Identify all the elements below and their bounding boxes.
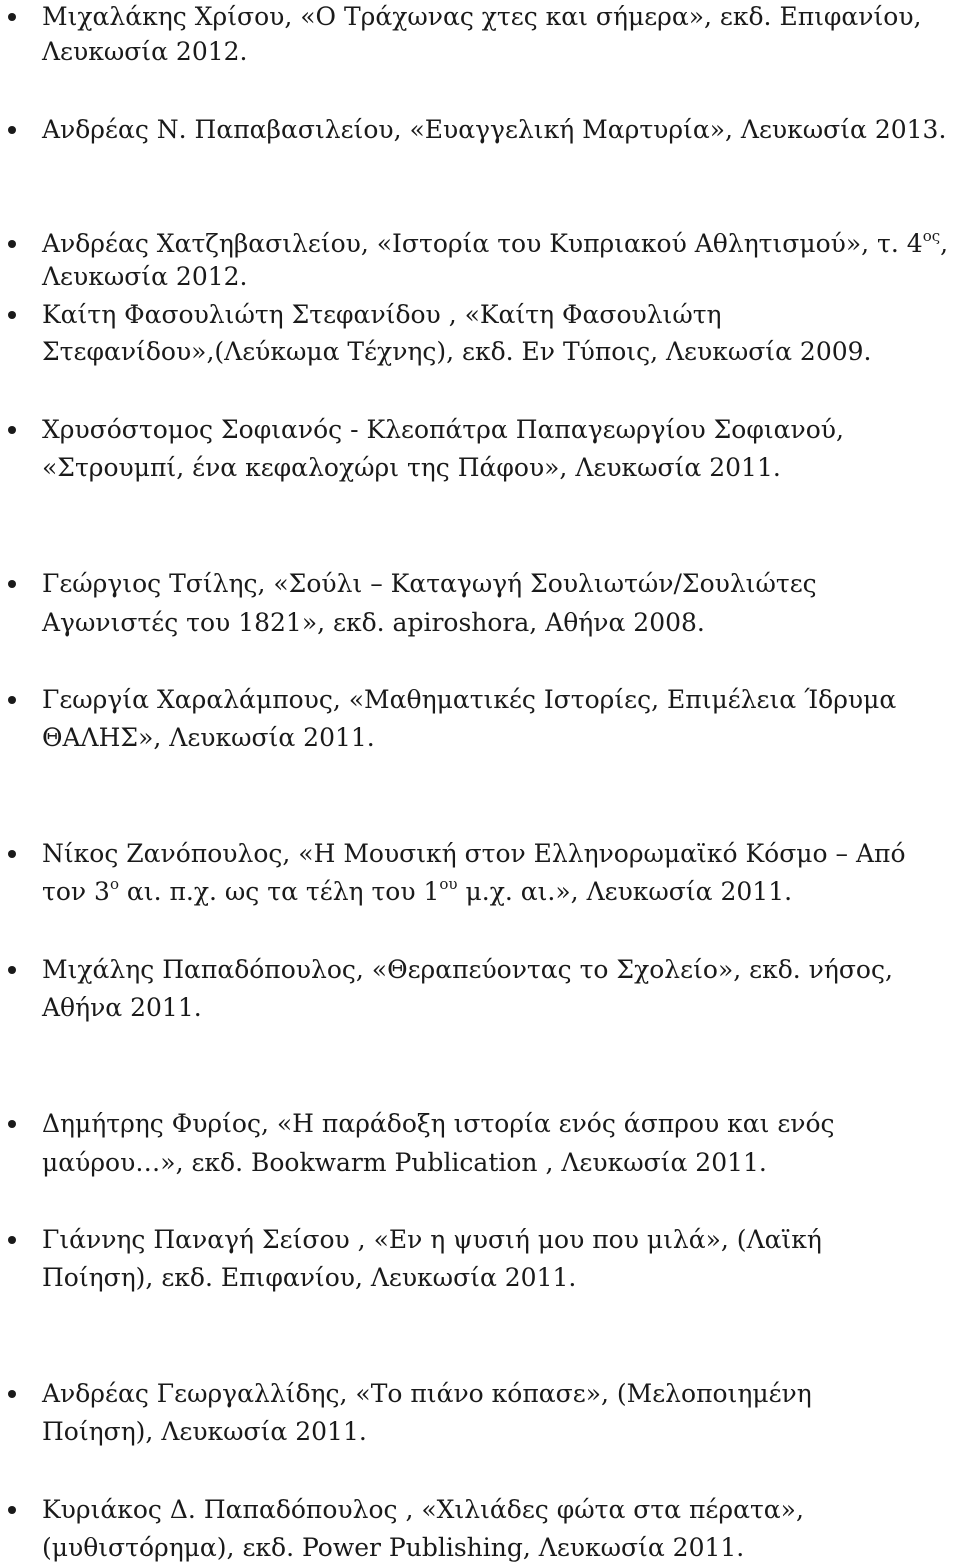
list-item-line: Γεωργία Χαραλάμπους, «Μαθηματικές Ιστορίες, Επιμέλεια Ίδρυμα xyxy=(42,685,897,714)
list-item-line xyxy=(42,875,792,909)
list-item-line: Γεώργιος Τσίλης, «Σούλι – Καταγωγή Σουλιωτών/Σουλιώτες xyxy=(42,569,817,598)
list-item-text: αι. π.χ. ως τα τέλη του 1 xyxy=(118,877,440,906)
bullet-icon xyxy=(8,13,16,21)
bullet-icon xyxy=(8,240,16,248)
list-item-line: Μιχάλης Παπαδόπουλος, «Θεραπεύοντας το Σχολείο», εκδ. νήσος, xyxy=(42,955,893,984)
bullet-icon xyxy=(8,426,16,434)
list-item-line: Λευκωσία 2012. xyxy=(42,37,248,66)
list-item-line: Ανδρέας Ν. Παπαβασιλείου, «Ευαγγελική Μαρτυρία», Λευκωσία 2013. xyxy=(42,115,947,144)
list-item-line: Γιάννης Παναγή Σείσου , «Εν η ψυσιή μου που μιλά», (Λαϊκή xyxy=(42,1225,822,1254)
list-item-line: ΘΑΛΗΣ», Λευκωσία 2011. xyxy=(42,723,375,752)
list-item-text: Ανδρέας Χατζηβασιλείου, «Ιστορία του Κυπριακού Αθλητισμού», τ. 4 xyxy=(42,229,923,258)
list-item-line: Ποίηση), Λευκωσία 2011. xyxy=(42,1417,367,1446)
list-item-line: Αθήνα 2011. xyxy=(42,993,202,1022)
bullet-icon xyxy=(8,850,16,858)
list-item-text: τον 3 xyxy=(42,877,110,906)
list-item-line: Νίκος Ζανόπουλος, «Η Μουσική στον Ελληνορωμαϊκό Κόσμο – Από xyxy=(42,839,906,868)
list-item-line: Λευκωσία 2012. xyxy=(42,262,248,291)
bullet-icon xyxy=(8,1506,16,1514)
list-item-line: Κυριάκος Δ. Παπαδόπουλος , «Χιλιάδες φώτα στα πέρατα», xyxy=(42,1495,804,1524)
bullet-icon xyxy=(8,696,16,704)
list-item-line: Αγωνιστές του 1821», εκδ. apiroshora, Αθήνα 2008. xyxy=(42,608,705,637)
list-item-line: Χρυσόστομος Σοφιανός - Κλεοπάτρα Παπαγεωργίου Σοφιανού, xyxy=(42,415,844,444)
list-item-line: «Στρουμπί, ένα κεφαλοχώρι της Πάφου», Λευκωσία 2011. xyxy=(42,453,781,482)
bullet-icon xyxy=(8,126,16,134)
bullet-icon xyxy=(8,580,16,588)
superscript: ος xyxy=(922,226,941,245)
list-item-text: , xyxy=(940,229,949,258)
list-item-line: Στεφανίδου»,(Λεύκωμα Τέχνης), εκδ. Εν Τύποις, Λευκωσία 2009. xyxy=(42,337,872,366)
list-item-line: Δημήτρης Φυρίος, «Η παράδοξη ιστορία ενός άσπρου και ενός xyxy=(42,1109,835,1138)
list-item-line: μαύρου…», εκδ. Bookwarm Publication , Λευκωσία 2011. xyxy=(42,1148,767,1177)
bullet-icon xyxy=(8,966,16,974)
list-item-line: Καίτη Φασουλιώτη Στεφανίδου , «Καίτη Φασουλιώτη xyxy=(42,300,722,329)
bullet-icon xyxy=(8,1390,16,1398)
bullet-icon xyxy=(8,311,16,319)
list-item-text: μ.χ. αι.», Λευκωσία 2011. xyxy=(457,877,793,906)
superscript: ο xyxy=(109,874,119,893)
bullet-icon xyxy=(8,1236,16,1244)
bullet-icon xyxy=(8,1120,16,1128)
superscript: ου xyxy=(439,874,458,893)
list-item-line: Ποίηση), εκδ. Επιφανίου, Λευκωσία 2011. xyxy=(42,1263,577,1292)
list-item-line: (μυθιστόρημα), εκδ. Power Publishing, Λευκωσία 2011. xyxy=(42,1533,745,1562)
list-item-line: Μιχαλάκης Χρίσου, «Ο Τράχωνας χτες και σήμερα», εκδ. Επιφανίου, xyxy=(42,2,922,31)
list-item-line: Ανδρέας Γεωργαλλίδης, «Το πιάνο κόπασε», (Μελοποιημένη xyxy=(42,1379,812,1408)
list-item-line xyxy=(42,227,948,261)
